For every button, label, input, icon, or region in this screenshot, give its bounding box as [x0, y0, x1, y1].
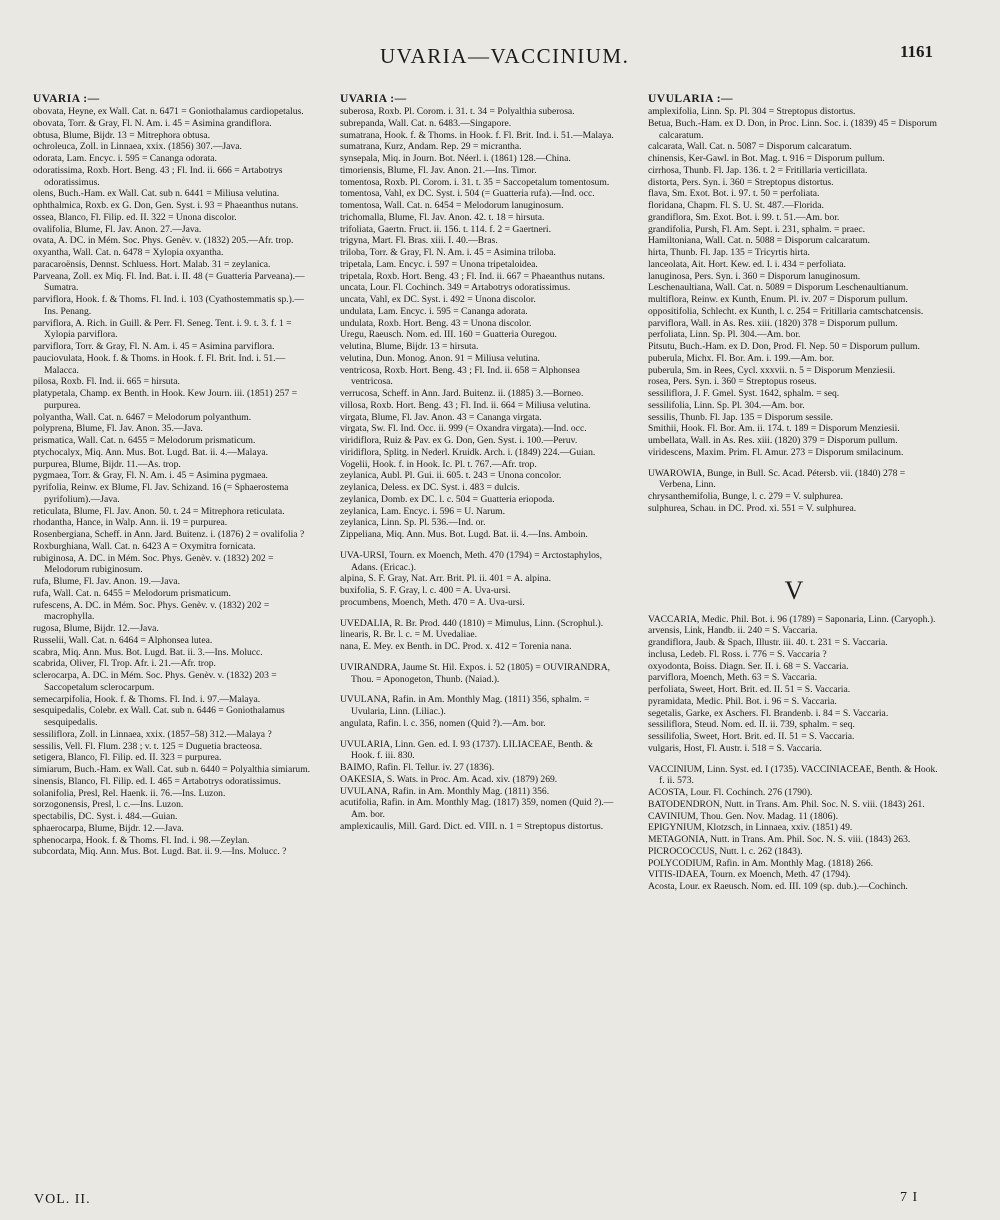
entry-line: tomentosa, Wall. Cat. n. 6454 = Melodorum lanuginosum. — [340, 200, 564, 211]
entry-line: reticulata, Blume, Fl. Jav. Anon. 50. t. 24 = Mitrephora reticulata. — [33, 505, 285, 517]
entry-line: villosa, Roxb. Hort. Beng. 43 ; Fl. Ind. ii. 664 = Miliusa velutina. — [340, 399, 591, 411]
entry-line: parviflora, Hook. f. & Thoms. Fl. Ind. i. 103 (Cyathostemmatis sp.).—Ins. Penang. — [33, 294, 304, 317]
entry-line: chinensis, Ker-Gawl. in Bot. Mag. t. 916 = Disporum pullum. — [648, 153, 885, 164]
entry-line: alpina, S. F. Gray, Nat. Arr. Brit. Pl. ii. 401 = A. alpina. — [340, 573, 552, 585]
entry-line: sulphurea, Schau. in DC. Prod. xi. 551 = V. sulphurea. — [648, 502, 857, 514]
column-3 — [648, 92, 940, 1192]
column-1 — [33, 92, 311, 1192]
entry-line: parviflora, Torr. & Gray, Fl. N. Am. i. 45 = Asimina parviflora. — [33, 341, 275, 352]
entry-line: Russelii, Wall. Cat. n. 6464 = Alphonsea lutea. — [33, 634, 213, 646]
entry-line: Vogelii, Hook. f. in Hook. Ic. Pl. t. 767.—Afr. trop. — [340, 458, 537, 470]
entry-line: Acosta, Lour. ex Raeusch. Nom. ed. III. 109 (sp. dub.).—Cochinch. — [648, 881, 908, 892]
entry-line: purpurea, Blume, Bijdr. 11.—As. trop. — [33, 458, 181, 470]
entry-line: acutifolia, Rafin. in Am. Monthly Mag. (1817) 359, nomen (Quid ?).—Am. bor. — [340, 797, 614, 820]
entry-line: timoriensis, Blume, Fl. Jav. Anon. 21.—Ins. Timor. — [340, 164, 537, 176]
entry-line: rhodantha, Hance, in Walp. Ann. ii. 19 = purpurea. — [33, 517, 228, 529]
entry-line: simiarum, Buch.-Ham. ex Wall. Cat. sub n. 6440 = Polyalthia simiarum. — [33, 764, 311, 775]
entry-line: sessilifolia, Linn. Sp. Pl. 304.—Am. bor. — [648, 399, 805, 411]
entry-line: UVA-URSI, Tourn. ex Moench, Meth. 470 (1794) = Arctostaphylos, Adans. (Ericac.). — [340, 549, 603, 573]
signature-mark: 7 I — [900, 1190, 919, 1205]
entry-line: puberula, Michx. Fl. Bor. Am. i. 199.—Am. bor. — [648, 352, 835, 364]
entry-line: CAVINIUM, Thou. Gen. Nov. Madag. 11 (1806). — [648, 810, 838, 822]
entry-line: cirrhosa, Thunb. Fl. Jap. 136. t. 2 = Fritillaria verticillata. — [648, 164, 868, 176]
entry-line: zeylanica, Domb. ex DC. l. c. 504 = Guatteria eriopoda. — [340, 493, 555, 505]
entry-line: arvensis, Link, Handb. ii. 240 = S. Vaccaria. — [648, 625, 818, 637]
entry-line: sphaerocarpa, Blume, Bijdr. 12.—Java. — [33, 822, 184, 834]
running-title: UVARIA—VACCINIUM. — [380, 44, 630, 68]
entry-line: zeylanica, Linn. Sp. Pl. 536.—Ind. or. — [340, 517, 486, 529]
entry-line: viridescens, Maxim. Prim. Fl. Amur. 273 = Disporum smilacinum. — [648, 446, 904, 458]
entry-spacer — [340, 685, 618, 694]
entry-line: calcarata, Wall. Cat. n. 5087 = Disporum calcaratum. — [648, 141, 852, 153]
entry-line: uncata, Lour. Fl. Cochinch. 349 = Artabotrys odoratissimus. — [340, 282, 571, 294]
entry-line: setigera, Blanco, Fl. Filip. ed. II. 323 = purpurea. — [33, 752, 222, 764]
entry-line: floridana, Chapm. Fl. S. U. St. 487.—Florida. — [648, 200, 824, 211]
column-heading: UVARIA :— — [33, 93, 100, 105]
entry-line: pygmaea, Torr. & Gray, Fl. N. Am. i. 45 = Asimina pygmaea. — [33, 470, 268, 482]
entry-line: sphenocarpa, Hook. f. & Thoms. Fl. Ind. i. 98.—Zeylan. — [33, 834, 250, 846]
entry-line: lanceolata, Ait. Hort. Kew. ed. I. i. 434 = perfoliata. — [648, 258, 846, 270]
column-heading: UVULARIA :— — [648, 93, 734, 105]
entry-line: grandiflora, Jaub. & Spach, Illustr. iii. 40. t. 231 = S. Vaccaria. — [648, 637, 888, 648]
entry-line: BAIMO, Rafin. Fl. Tellur. iv. 27 (1836). — [340, 762, 495, 773]
entry-line: chrysanthemifolia, Bunge, l. c. 279 = V. sulphurea. — [648, 491, 844, 502]
entry-line: VACCARIA, Medic. Phil. Bot. i. 96 (1789) = Saponaria, Linn. (Caryoph.). — [648, 613, 936, 625]
entry-line: rufa, Wall. Cat. n. 6455 = Melodorum prismaticum. — [33, 587, 231, 599]
entry-line: POLYCODIUM, Rafin. in Am. Monthly Mag. (1818) 266. — [648, 857, 874, 869]
entry-line: tomentosa, Vahl, ex DC. Syst. i. 504 (= Guatteria rufa).—Ind. occ. — [340, 188, 595, 200]
entry-line: grandifolia, Pursh, Fl. Am. Sept. i. 231, sphalm. = praec. — [648, 223, 865, 235]
entry-line: segetalis, Garke, ex Aschers. Fl. Brandenb. i. 84 = S. Vaccaria. — [648, 707, 889, 719]
entry-line: polyantha, Wall. Cat. n. 6467 = Melodorum polyanthum. — [33, 411, 252, 423]
entry-line: zeylanica, Aubl. Pl. Gui. ii. 605. t. 243 = Unona concolor. — [340, 470, 562, 482]
entry-line: ACOSTA, Lour. Fl. Cochinch. 276 (1790). — [648, 787, 813, 798]
entry-line: ptychocalyx, Miq. Ann. Mus. Bot. Lugd. Bat. ii. 4.—Malaya. — [33, 446, 269, 458]
entry-line: ovata, A. DC. in Mém. Soc. Phys. Genèv. v. (1832) 205.—Afr. trop. — [33, 235, 294, 247]
entry-line: parviflora, Wall. in As. Res. xiii. (1820) 378 = Disporum pullum. — [648, 317, 898, 329]
entry-line: amplexifolia, Linn. Sp. Pl. 304 = Streptopus distortus. — [648, 106, 856, 117]
entry-line: ossea, Blanco, Fl. Filip. ed. II. 322 = Unona discolor. — [33, 211, 237, 223]
entry-line: BATODENDRON, Nutt. in Trans. Am. Phil. Soc. N. S. viii. (1843) 261. — [648, 798, 925, 810]
entry-line: Betua, Buch.-Ham. ex D. Don, in Proc. Linn. Soc. i. (1839) 45 = Disporum calcaratum. — [648, 117, 937, 141]
entry-line: distorta, Pers. Syn. i. 360 = Streptopus distortus. — [648, 176, 834, 188]
entry-line: trichomalla, Blume, Fl. Jav. Anon. 42. t. 18 = hirsuta. — [340, 211, 545, 223]
entry-line: inclusa, Ledeb. Fl. Ross. i. 776 = S. Vaccaria ? — [648, 648, 827, 660]
entry-line: rufa, Blume, Fl. Jav. Anon. 19.—Java. — [33, 576, 180, 587]
entry-line: METAGONIA, Nutt. in Trans. Am. Phil. Soc. N. S. viii. (1843) 263. — [648, 834, 911, 845]
entry-spacer — [340, 609, 618, 618]
entry-line: parviflora, A. Rich. in Guill. & Perr. Fl. Seneg. Tent. i. 9. t. 3. f. 1 = Xylopia parviflora. — [33, 317, 292, 341]
entry-line: velutina, Blume, Bijdr. 13 = hirsuta. — [340, 341, 479, 352]
entry-line: ovalifolia, Blume, Fl. Jav. Anon. 27.—Java. — [33, 223, 202, 235]
entry-line: Hamiltoniana, Wall. Cat. n. 5088 = Disporum calcaratum. — [648, 235, 870, 247]
entry-line: sinensis, Blanco, Fl. Filip. ed. I. 465 = Artabotrys odoratissimus. — [33, 775, 281, 787]
entry-spacer — [340, 653, 618, 662]
entry-line: hirta, Thunb. Fl. Jap. 135 = Tricyrtis hirta. — [648, 247, 810, 258]
entry-line: linearis, R. Br. l. c. = M. Uvedaliae. — [340, 629, 478, 641]
entry-line: puberula, Sm. in Rees, Cycl. xxxvii. n. 5 = Disporum Menziesii. — [648, 364, 896, 376]
entry-line: verrucosa, Scheff. in Ann. Jard. Buitenz. ii. (1885) 3.—Borneo. — [340, 388, 584, 399]
entry-line: scabra, Miq. Ann. Mus. Bot. Lugd. Bat. ii. 3.—Ins. Molucc. — [33, 646, 263, 658]
entry-line: buxifolia, S. F. Gray, l. c. 400 = A. Uva-ursi. — [340, 585, 511, 596]
entry-line: VITIS-IDAEA, Tourn. ex Moench, Meth. 47 (1794). — [648, 869, 851, 881]
entry-line: rubiginosa, A. DC. in Mém. Soc. Phys. Genèv. v. (1832) 202 = Melodorum rubiginosum. — [33, 552, 274, 576]
entry-line: obovata, Heyne, ex Wall. Cat. n. 6471 = Goniothalamus cardiopetalus. — [33, 106, 304, 117]
entry-line: UVULANA, Rafin. in Am. Monthly Mag. (1811) 356, sphalm. = Uvularia, Linn. (Liliac.). — [340, 694, 590, 717]
entry-line: odoratissima, Roxb. Hort. Beng. 43 ; Fl. Ind. ii. 666 = Artabotrys odoratissimus. — [33, 164, 283, 188]
entry-line: solanifolia, Presl, Rel. Haenk. ii. 76.—Ins. Luzon. — [33, 787, 226, 799]
entry-line: UVULANA, Rafin. in Am. Monthly Mag. (1811) 356. — [340, 785, 550, 797]
running-head — [0, 40, 1000, 80]
entry-line: sorzogonensis, Presl, l. c.—Ins. Luzon. — [33, 799, 184, 811]
entry-line: procumbens, Moench, Meth. 470 = A. Uva-ursi. — [340, 596, 525, 608]
entry-line: undulata, Lam. Encyc. i. 595 = Cananga adorata. — [340, 305, 528, 317]
entry-line: rufescens, A. DC. in Mém. Soc. Phys. Genèv. v. (1832) 202 = macrophylla. — [33, 599, 270, 623]
entry-line: trifoliata, Gaertn. Fruct. ii. 156. t. 114. f. 2 = Gaertneri. — [340, 223, 551, 235]
entry-line: semecarpifolia, Hook. f. & Thoms. Fl. Ind. i. 97.—Malaya. — [33, 693, 261, 705]
entry-line: pyramidata, Medic. Phil. Bot. i. 96 = S. Vaccaria. — [648, 695, 837, 707]
entry-line: spectabilis, DC. Syst. i. 484.—Guian. — [33, 811, 178, 822]
entry-line: prismatica, Wall. Cat. n. 6455 = Melodorum prismaticum. — [33, 435, 256, 446]
entry-line: subrepanda, Wall. Cat. n. 6483.—Singapore. — [340, 117, 512, 129]
entry-line: sessilis, Thunb. Fl. Jap. 135 = Disporum sessile. — [648, 411, 833, 423]
entry-spacer — [648, 459, 940, 468]
entry-line: OAKESIA, S. Wats. in Proc. Am. Acad. xiv. (1879) 269. — [340, 773, 558, 785]
entry-line: Parveana, Zoll. ex Miq. Fl. Ind. Bat. i. II. 48 (= Guatteria Parveana).—Sumatra. — [33, 270, 305, 294]
entry-line: EPIGYNIUM, Klotzsch, in Linnaea, xxiv. (1851) 49. — [648, 822, 853, 834]
entry-line: odorata, Lam. Encyc. i. 595 = Cananga odorata. — [33, 153, 217, 164]
entry-line: platypetala, Champ. ex Benth. in Hook. Kew Journ. iii. (1851) 257 = purpurea. — [33, 388, 298, 411]
entry-line: parviflora, Moench, Meth. 63 = S. Vaccaria. — [648, 672, 818, 684]
entry-spacer — [340, 730, 618, 739]
entry-line: zeylanica, Deless. ex DC. Syst. i. 483 = dulcis. — [340, 482, 520, 493]
entry-line: multiflora, Reinw. ex Kunth, Enum. Pl. iv. 207 = Disporum pullum. — [648, 294, 908, 305]
entry-line: sclerocarpa, A. DC. in Mém. Soc. Phys. Genèv. v. (1832) 203 = Saccopetalum sclerocarpum. — [33, 670, 277, 693]
entry-line: pauciovulata, Hook. f. & Thoms. in Hook. f. Fl. Brit. Ind. i. 51.—Malacca. — [33, 352, 286, 376]
entry-line: subcordata, Miq. Ann. Mus. Bot. Lugd. Bat. ii. 9.—Ins. Molucc. ? — [33, 846, 287, 858]
entry-line: sesquipedalis, Colebr. ex Wall. Cat. sub n. 6446 = Goniothalamus sesquipedalis. — [33, 705, 285, 728]
entry-line: umbellata, Wall. in As. Res. xiii. (1820) 379 = Disporum pullum. — [648, 435, 898, 446]
entry-line: sumatrana, Kurz, Andam. Rep. 29 = micrantha. — [340, 141, 522, 153]
entry-line: sessiliflora, Steud. Nom. ed. II. ii. 739, sphalm. = seq. — [648, 719, 855, 731]
entry-line: nana, E. Mey. ex Benth. in DC. Prod. x. 412 = Torenia nana. — [340, 641, 572, 652]
entry-line: VACCINIUM, Linn. Syst. ed. I (1735). VACCINIACEAE, Benth. & Hook. f. ii. 573. — [648, 763, 938, 787]
entry-line: synsepala, Miq. in Journ. Bot. Néerl. i. (1861) 128.—China. — [340, 153, 571, 164]
entry-line: virgata, Sw. Fl. Ind. Occ. ii. 999 (= Oxandra virgata).—Ind. occ. — [340, 423, 587, 435]
entry-line: oxyodonta, Boiss. Diagn. Ser. II. i. 68 = S. Vaccaria. — [648, 660, 849, 672]
entry-line: sessilis, Vell. Fl. Flum. 238 ; v. t. 125 = Duguetia bracteosa. — [33, 740, 262, 752]
entry-line: paracaroënsis, Dennst. Schluess. Hort. Malab. 31 = zeylanica. — [33, 258, 271, 270]
entry-line: suberosa, Roxb. Pl. Corom. i. 31. t. 34 = Polyalthia suberosa. — [340, 106, 575, 117]
entry-line: perfoliata, Linn. Sp. Pl. 304.—Am. bor. — [648, 329, 801, 341]
entry-line: PICROCOCCUS, Nutt. l. c. 262 (1843). — [648, 845, 803, 857]
entry-line: pilosa, Roxb. Fl. Ind. ii. 665 = hirsuta. — [33, 376, 180, 388]
entry-line: obovata, Torr. & Gray, Fl. N. Am. i. 45 = Asimina grandiflora. — [33, 117, 272, 129]
entry-line: Zippeliana, Miq. Ann. Mus. Bot. Lugd. Bat. ii. 4.—Ins. Amboin. — [340, 529, 588, 540]
entry-line: Roxburghiana, Wall. Cat. n. 6423 A = Oxymitra fornicata. — [33, 540, 256, 552]
entry-line: tomentosa, Roxb. Pl. Corom. i. 31. t. 35 = Saccopetalum tomentosum. — [340, 176, 610, 188]
entry-line: UWAROWIA, Bunge, in Bull. Sc. Acad. Pétersb. vii. (1840) 278 = Verbena, Linn. — [648, 467, 906, 491]
entry-line: sessiliflora, Zoll. in Linnaea, xxix. (1857–58) 312.—Malaya ? — [33, 728, 272, 740]
entry-spacer — [648, 755, 940, 764]
entry-line: Smithii, Hook. Fl. Bor. Am. ii. 174. t. 189 = Disporum Menziesii. — [648, 423, 900, 435]
entry-line: perfoliata, Sweet, Hort. Brit. ed. II. 51 = S. Vaccaria. — [648, 684, 851, 695]
entry-line: vulgaris, Host, Fl. Austr. i. 518 = S. Vaccaria. — [648, 742, 822, 754]
entry-line: sumatrana, Hook. f. & Thoms. in Hook. f. Fl. Brit. Ind. i. 51.—Malaya. — [340, 129, 614, 141]
entry-spacer — [340, 541, 618, 550]
entry-line: sessiliflora, J. F. Gmel. Syst. 1642, sphalm. = seq. — [648, 388, 840, 399]
entry-line: amplexicaulis, Mill. Gard. Dict. ed. VIII. n. 1 = Streptopus distortus. — [340, 820, 604, 832]
entry-line: scabrida, Oliver, Fl. Trop. Afr. i. 21.—Afr. trop. — [33, 658, 216, 670]
entry-line: triloba, Torr. & Gray, Fl. N. Am. i. 45 = Asimina triloba. — [340, 247, 556, 258]
entry-line: UVEDALIA, R. Br. Prod. 440 (1810) = Mimulus, Linn. (Scrophul.). — [340, 617, 604, 629]
entry-line: ochroleuca, Zoll. in Linnaea, xxix. (1856) 307.—Java. — [33, 141, 242, 153]
entry-line: tripetala, Lam. Encyc. i. 597 = Unona tripetaloidea. — [340, 258, 538, 270]
entry-line: rosea, Pers. Syn. i. 360 = Streptopus roseus. — [648, 376, 817, 388]
page-number: 1161 — [900, 42, 934, 61]
entry-line: angulata, Rafin. l. c. 356, nomen (Quid ?).—Am. bor. — [340, 717, 546, 729]
entry-line: flava, Sm. Exot. Bot. i. 97. t. 50 = perfoliata. — [648, 188, 820, 200]
entry-line: viridiflora, Splitg. in Nederl. Kruidk. Arch. i. (1849) 224.—Guian. — [340, 446, 596, 458]
entry-line: polyprena, Blume, Fl. Jav. Anon. 35.—Java. — [33, 423, 203, 435]
entry-line: virgata, Blume, Fl. Jav. Anon. 43 = Cananga virgata. — [340, 411, 542, 423]
entry-line: Uregu, Raeusch. Nom. ed. III. 160 = Guatteria Ouregou. — [340, 329, 557, 341]
entry-line: undulata, Roxb. Hort. Beng. 43 = Unona discolor. — [340, 317, 532, 329]
entry-line: olens, Buch.-Ham. ex Wall. Cat. sub n. 6441 = Miliusa velutina. — [33, 188, 280, 200]
entry-line: uncata, Vahl, ex DC. Syst. i. 492 = Unona discolor. — [340, 294, 536, 305]
section-letter: V — [784, 575, 804, 605]
entry-line: UVULARIA, Linn. Gen. ed. I. 93 (1737). LILIACEAE, Benth. & Hook. f. iii. 830. — [340, 738, 593, 762]
entry-line: trigyna, Mart. Fl. Bras. xiii. I. 40.—Bras. — [340, 235, 498, 247]
entry-line: zeylanica, Lam. Encyc. i. 596 = U. Narum. — [340, 505, 505, 517]
column-heading: UVARIA :— — [340, 93, 407, 105]
entry-line: rugosa, Blume, Bijdr. 12.—Java. — [33, 623, 159, 634]
entry-line: tripetala, Roxb. Hort. Beng. 43 ; Fl. Ind. ii. 667 = Phaeanthus nutans. — [340, 270, 605, 282]
entry-line: Leschenaultiana, Wall. Cat. n. 5089 = Disporum Leschenaultianum. — [648, 282, 909, 294]
entry-line: velutina, Dun. Monog. Anon. 91 = Miliusa velutina. — [340, 352, 540, 364]
entry-line: Pitsutu, Buch.-Ham. ex D. Don, Prod. Fl. Nep. 50 = Disporum pullum. — [648, 341, 920, 352]
entry-line: ophthalmica, Roxb. ex G. Don, Gen. Syst. i. 93 = Phaeanthus nutans. — [33, 200, 299, 211]
entry-line: obtusa, Blume, Bijdr. 13 = Mitrephora obtusa. — [33, 129, 211, 141]
entry-line: viridiflora, Ruiz & Pav. ex G. Don, Gen. Syst. i. 100.—Peruv. — [340, 435, 578, 446]
volume-label: VOL. II. — [34, 1192, 91, 1207]
entry-line: Rosenbergiana, Scheff. in Ann. Jard. Buitenz. i. (1876) 2 = ovalifolia ? — [33, 529, 305, 540]
entry-line: ventricosa, Roxb. Hort. Beng. 43 ; Fl. Ind. ii. 658 = Alphonsea ventricosa. — [340, 364, 580, 388]
entry-line: sessilifolia, Sweet, Hort. Brit. ed. II. 51 = S. Vaccaria. — [648, 731, 855, 742]
entry-line: UVIRANDRA, Jaume St. Hil. Expos. i. 52 (1805) = OUVIRANDRA, Thou. = Aponogeton, Thunb. (Naiad.). — [340, 661, 611, 685]
entry-line: oxyantha, Wall. Cat. n. 6478 = Xylopia oxyantha. — [33, 247, 224, 258]
entry-line: grandiflora, Sm. Exot. Bot. i. 99. t. 51.—Am. bor. — [648, 211, 840, 223]
entry-line: oppositifolia, Schlecht. ex Kunth, l. c. 254 = Fritillaria camtschatcensis. — [648, 305, 924, 317]
entry-line: lanuginosa, Pers. Syn. i. 360 = Disporum lanuginosum. — [648, 270, 861, 282]
entry-line: pyrifolia, Reinw. ex Blume, Fl. Jav. Schizand. 16 (= Sphaerostema pyrifolium).—Java. — [33, 482, 289, 505]
column-2 — [340, 92, 618, 1192]
section-spacer — [648, 515, 940, 570]
